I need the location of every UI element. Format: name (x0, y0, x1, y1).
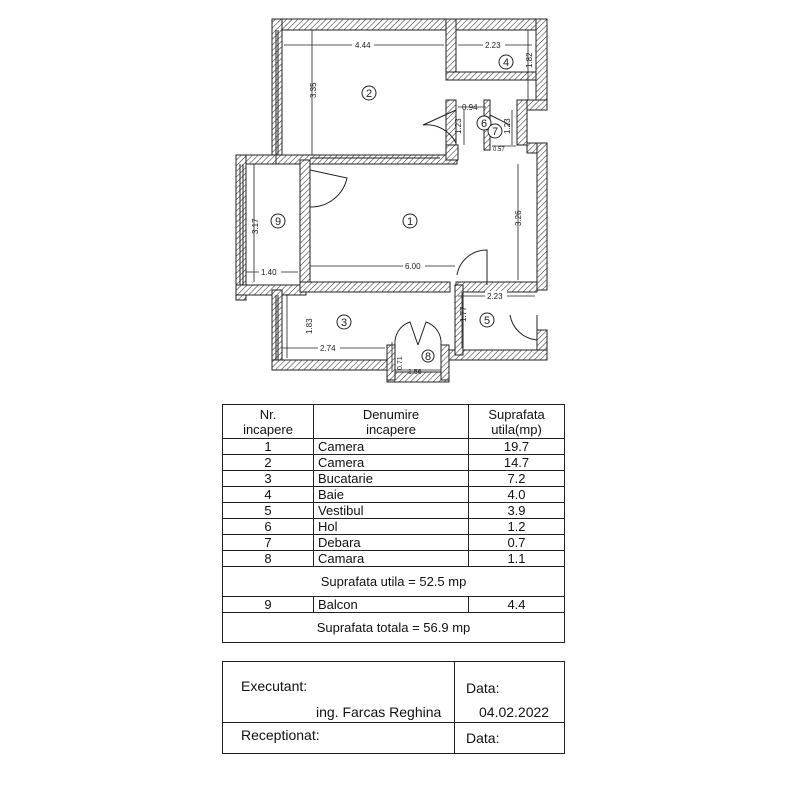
row-area: 0.7 (469, 535, 565, 551)
row-name: Vestibul (314, 503, 469, 519)
room-number-1: 1 (406, 216, 414, 228)
table-row (223, 503, 565, 519)
row-area: 7.2 (469, 471, 565, 487)
row-nr: 5 (223, 503, 314, 519)
room-number-9: 9 (274, 216, 282, 228)
header-nr: Nr. incapere (223, 405, 314, 439)
table-row (223, 519, 565, 535)
table-header (223, 405, 565, 439)
room-schedule-table (222, 404, 565, 643)
dim-label: 1.40 (261, 268, 277, 277)
receptionat-label: Receptionat: (241, 727, 320, 743)
room-number-4: 4 (502, 57, 510, 69)
table-row (223, 551, 565, 567)
row-nr: 2 (223, 455, 314, 471)
dim-label: 1.83 (305, 318, 314, 334)
executant-label: Executant: (241, 678, 308, 694)
date-value: 04.02.2022 (479, 704, 550, 720)
dim-label: 0.57 (493, 147, 505, 153)
dim-label: 0.94 (462, 103, 478, 112)
dim-label: 6.00 (405, 262, 421, 271)
header-area: Suprafata utila(mp) (469, 405, 565, 439)
dim-label: 4.44 (355, 41, 371, 50)
row-nr: 4 (223, 487, 314, 503)
row-name: Camara (314, 551, 469, 567)
row-nr: 7 (223, 535, 314, 551)
walls (236, 19, 547, 382)
row-name: Hol (314, 519, 469, 535)
divider (223, 722, 564, 723)
table-row (223, 455, 565, 471)
row-name: Camera (314, 439, 469, 455)
row-area: 1.2 (469, 519, 565, 535)
row-area: 14.7 (469, 455, 565, 471)
row-nr: 9 (223, 597, 314, 613)
room-number-6: 6 (480, 118, 488, 130)
room-number-8: 8 (424, 351, 432, 363)
subtotal-row (223, 567, 565, 597)
row-name: Bucatarie (314, 471, 469, 487)
row-nr: 3 (223, 471, 314, 487)
row-name: Camera (314, 455, 469, 471)
windows (240, 30, 440, 360)
signature-box (222, 661, 565, 754)
row-name: Debara (314, 535, 469, 551)
row-name: Baie (314, 487, 469, 503)
header-name: Denumire incapere (314, 405, 469, 439)
table-row (223, 439, 565, 455)
row-nr: 1 (223, 439, 314, 455)
room-number-5: 5 (483, 315, 491, 327)
table-row (223, 471, 565, 487)
divider (454, 662, 455, 753)
row-area: 19.7 (469, 439, 565, 455)
row-name: Balcon (314, 597, 469, 613)
row-area: 3.9 (469, 503, 565, 519)
dim-label: 1.23 (454, 118, 463, 134)
data-label-2: Data: (466, 730, 500, 746)
table-row (223, 535, 565, 551)
table-row (223, 487, 565, 503)
dim-label: 2.23 (487, 292, 503, 301)
row-nr: 8 (223, 551, 314, 567)
row-area: 1.1 (469, 551, 565, 567)
executant-name: ing. Farcas Reghina (316, 704, 442, 720)
total-row (223, 613, 565, 643)
dim-label: 0.71 (397, 356, 404, 370)
row-nr: 6 (223, 519, 314, 535)
usable-area-total: Suprafata utila = 52.5 mp (223, 567, 565, 597)
dim-label: 3.35 (309, 82, 318, 98)
door-swings (310, 110, 537, 345)
table-row (223, 597, 565, 613)
dim-label: 2.74 (320, 344, 336, 353)
room-number-3: 3 (340, 317, 348, 329)
row-area: 4.0 (469, 487, 565, 503)
dim-label: 3.17 (251, 218, 260, 234)
data-label-1: Data: (466, 680, 500, 696)
dim-label: 2.23 (485, 41, 501, 50)
dim-label: 1.82 (525, 52, 534, 68)
total-area: Suprafata totala = 56.9 mp (223, 613, 565, 643)
dim-label: 1.56 (408, 369, 422, 376)
room-number-2: 2 (365, 88, 373, 100)
row-area: 4.4 (469, 597, 565, 613)
room-number-7: 7 (491, 126, 499, 138)
dim-label: 1.23 (503, 118, 512, 134)
dim-label: 1.77 (459, 306, 468, 322)
dim-label: 3.26 (514, 210, 523, 226)
